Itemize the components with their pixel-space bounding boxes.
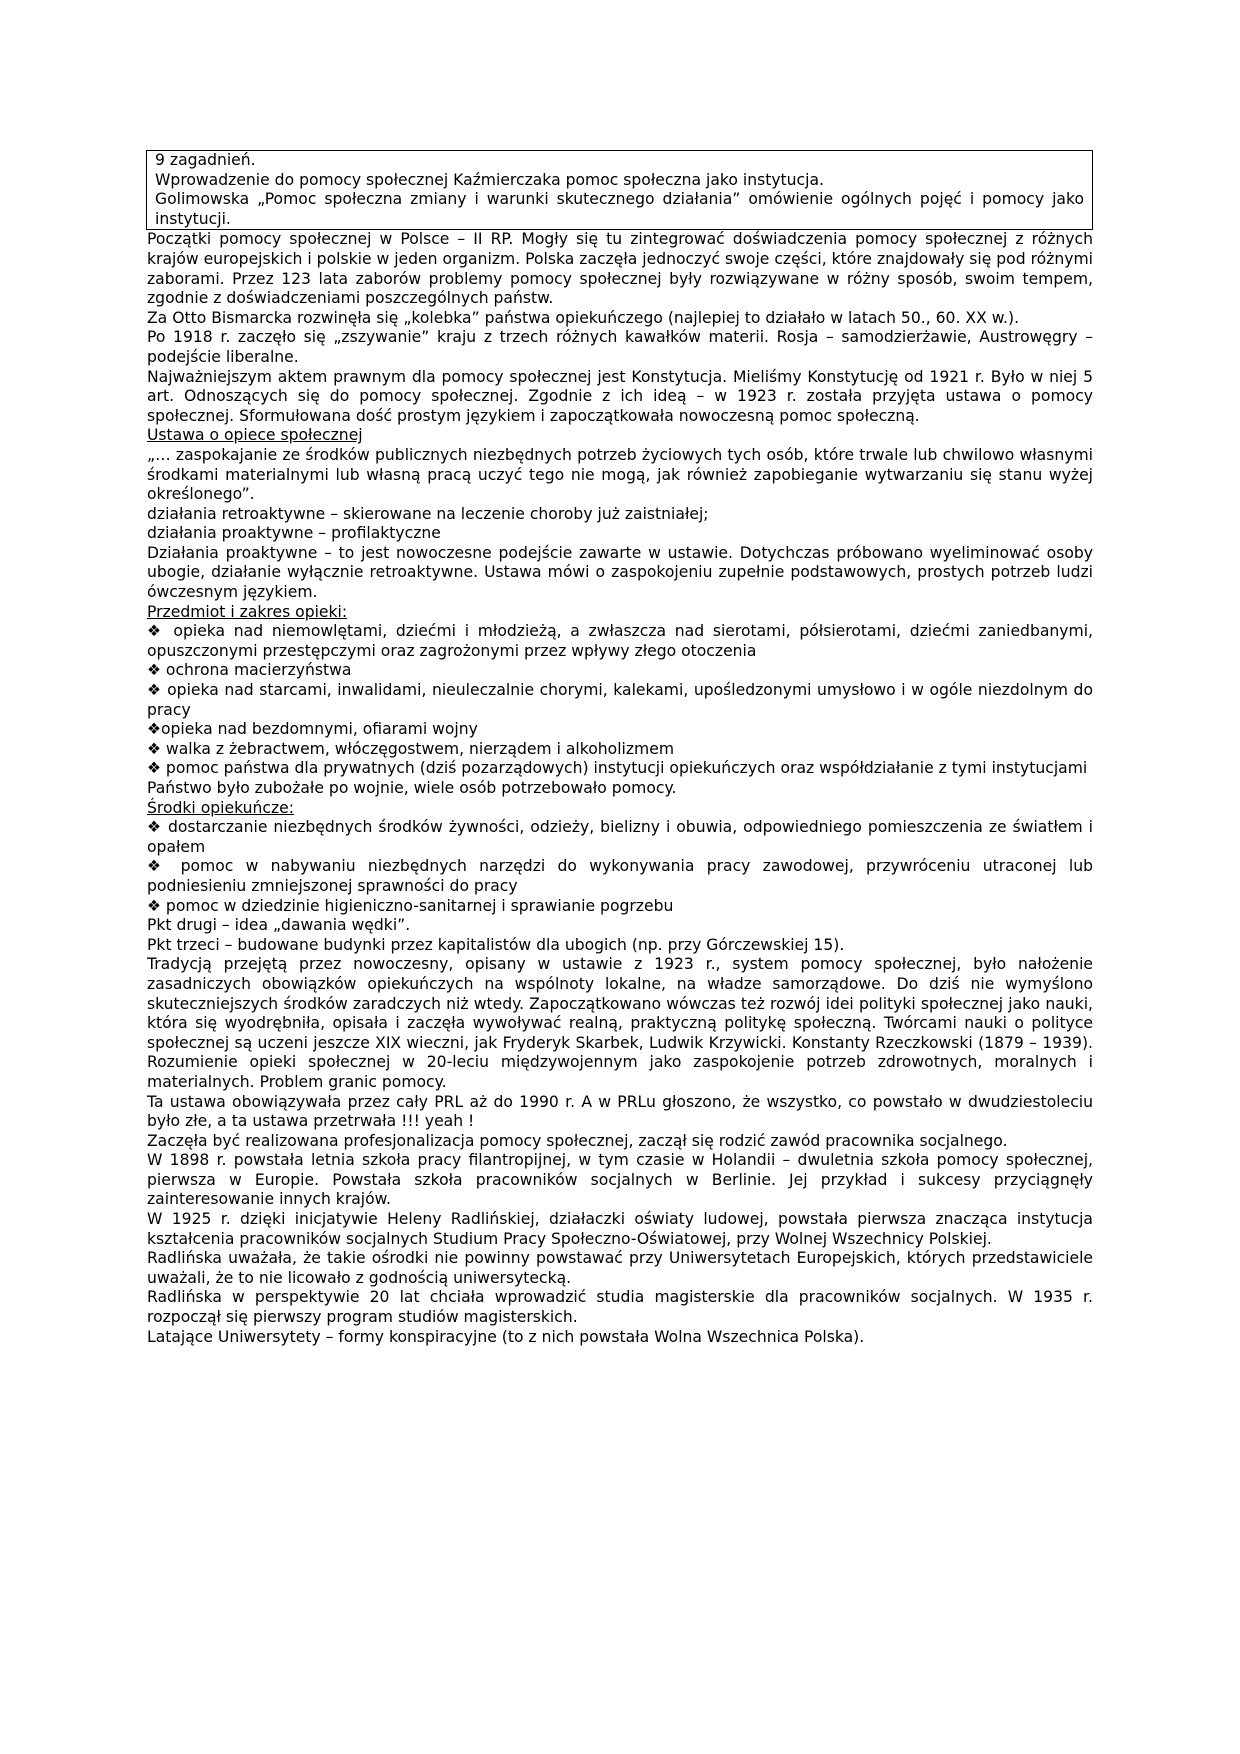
header-line-2: Wprowadzenie do pomocy społecznej Kaźmierczaka pomoc społeczna jako instytucja. [155,170,824,189]
paragraph: Najważniejszym aktem prawnym dla pomocy społecznej jest Konstytucja. Mieliśmy Konstytucję od 1921 r. Było w niej 5 art. Odnoszących się do pomocy społecznej. Zgodnie z ich ideą – w 1923 r. została przyjęta ustawa o pomocy społecznej. Sformułowana dość prostym językiem i zapoczątkowała nowoczesną pomoc społeczną. [147,367,1093,425]
paragraph: Ta ustawa obowiązywała przez cały PRL aż do 1990 r. A w PRLu głoszono, że wszystko, co powstało w dwudziestoleciu było złe, a ta ustawa przetrwała !!! yeah ! [147,1092,1093,1131]
document-body [147,150,1093,1347]
paragraph: Tradycją przejętą przez nowoczesny, opisany w ustawie z 1923 r., system pomocy społecznej, było nałożenie zasadniczych obowiązków opiekuńczych na wspólnoty lokalne, na władze samorządowe. Do dziś nie wymyślono skuteczniejszych środków zaradczych niż wtedy. Zapoczątkowano wówczas też rozwój idei polityki społecznej jako nauki, która się wyodrębniła, opisała i zaczęła wywoływać realną, praktyczną politykę społeczną. Twórcami nauki o polityce społecznej są uczeni jeszcze XIX wieczni, jak Fryderyk Skarbek, Ludwik Krzywicki. Konstanty Rzeczkowski (1879 – 1939). Rozumienie opieki społecznej w 20-leciu międzywojennym jako zaspokojenie potrzeb zdrowotnych, moralnych i materialnych. Problem granic pomocy. [147,955,1093,1091]
bullet-item: ❖ pomoc w nabywaniu niezbędnych narzędzi do wykonywania pracy zawodowej, przywróceniu utraconej lub podniesieniu zmniejszonej sprawności do pracy [147,857,1093,895]
bullet-item: ❖ ochrona macierzyństwa [147,661,352,680]
bullet-item: ❖opieka nad bezdomnymi, ofiarami wojny [147,720,478,739]
bullet-item: ❖ pomoc w dziedzinie higieniczno-sanitarnej i sprawianie pogrzebu [147,896,674,915]
paragraph: W 1925 r. dzięki inicjatywie Heleny Radlińskiej, działaczki oświaty ludowej, powstała pierwsza znacząca instytucja kształcenia pracowników socjalnych Studium Pracy Społeczno-Oświatowej, przy Wolnej Wszechnicy Polskiej. [147,1210,1093,1248]
paragraph: Latające Uniwersytety – formy konspiracyjne (to z nich powstała Wolna Wszechnica Polska). [147,1327,865,1346]
section-heading: Ustawa o opiece społecznej [147,426,363,445]
paragraph: Pkt drugi – idea „dawania wędki”. [147,916,411,935]
paragraph: Radlińska uważała, że takie ośrodki nie powinny powstawać przy Uniwersytetach Europejskich, których przedstawiciele uważali, że to nie licowało z godnością uniwersytecką. [147,1249,1093,1287]
bullet-item: ❖ dostarczanie niezbędnych środków żywności, odzieży, bielizny i obuwia, odpowiedniego pomieszczenia ze światłem i opałem [147,818,1093,856]
paragraph: Za Otto Bismarcka rozwinęła się „kolebka” państwa opiekuńczego (najlepiej to działało w latach 50., 60. XX w.). [147,308,1020,327]
section-heading: Przedmiot i zakres opieki: [147,602,348,621]
bullet-item: ❖ opieka nad niemowlętami, dziećmi i młodzieżą, a zwłaszcza nad sierotami, półsierotami, dziećmi zaniedbanymi, opuszczonymi przestępczymi oraz zagrożonymi przez wpływy złego otoczenia [147,622,1093,660]
bullet-item: ❖ walka z żebractwem, włóczęgostwem, nierządem i alkoholizmem [147,739,675,758]
paragraph: Radlińska w perspektywie 20 lat chciała wprowadzić studia magisterskie dla pracowników socjalnych. W 1935 r. rozpoczął się pierwszy program studiów magisterskich. [147,1288,1093,1327]
paragraph: Po 1918 r. zaczęło się „zszywanie” kraju z trzech różnych kawałków materii. Rosja – samodzierżawie, Austrowęgry – podejście liberalne. [147,328,1093,366]
bullet-item: ❖ opieka nad starcami, inwalidami, nieuleczalnie chorymi, kalekami, upośledzonymi umysłowo i w ogóle niezdolnym do pracy [147,681,1093,719]
paragraph: Państwo było zubożałe po wojnie, wiele osób potrzebowało pomocy. [147,779,677,797]
paragraph: działania proaktywne – profilaktyczne [147,524,441,543]
paragraph: „… zaspokajanie ze środków publicznych niezbędnych potrzeb życiowych tych osób, które trwale lub chwilowo własnymi środkami materialnymi lub własną pracą uczyć tego nie mogą, jak również zapobieganie wytwarzaniu się stanu wyżej określonego”. [147,445,1093,504]
header-line-1: 9 zagadnień. [155,151,256,169]
paragraph: Początki pomocy społecznej w Polsce – II RP. Mogły się tu zintegrować doświadczenia pomocy społecznej z różnych krajów europejskich i polskie w jeden organizm. Polska zaczęła jednoczyć swoje części, które znajdowały się pod różnymi zaborami. Przez 123 lata zaborów problemy pomocy społecznej były rozwiązywane w różny sposób, swoim tempem, zgodnie z doświadczeniami poszczególnych państw. [147,230,1093,308]
paragraph: Zaczęła być realizowana profesjonalizacja pomocy społecznej, zaczął się rodzić zawód pracownika socjalnego. [147,1131,1008,1150]
paragraph: Działania proaktywne – to jest nowoczesne podejście zawarte w ustawie. Dotychczas próbowano wyeliminować osoby ubogie, działanie wyłącznie retroaktywne. Ustawa mówi o zaspokojeniu zupełnie podstawowych, prostych potrzeb ludzi ówczesnym językiem. [147,543,1093,602]
paragraph: W 1898 r. powstała letnia szkoła pracy filantropijnej, w tym czasie w Holandii – dwuletnia szkoła pomocy społecznej, pierwsza w Europie. Powstała szkoła pracowników socjalnych w Berlinie. Jej przykład i sukcesy przyciągnęły zainteresowanie innych krajów. [147,1151,1093,1209]
section-heading: Środki opiekuńcze: [147,798,295,817]
header-box [146,150,1093,230]
paragraph: Pkt trzeci – budowane budynki przez kapitalistów dla ubogich (np. przy Górczewskiej 15). [147,935,845,954]
paragraph: działania retroaktywne – skierowane na leczenie choroby już zaistniałej; [147,504,709,523]
header-line-3: Golimowska „Pomoc społeczna zmiany i warunki skutecznego działania” omówienie ogólnych pojęć i pomocy jako instytucji. [155,190,1084,228]
bullet-item: ❖ pomoc państwa dla prywatnych (dziś pozarządowych) instytucji opiekuńczych oraz współdziałanie z tymi instytucjami [147,759,1088,778]
